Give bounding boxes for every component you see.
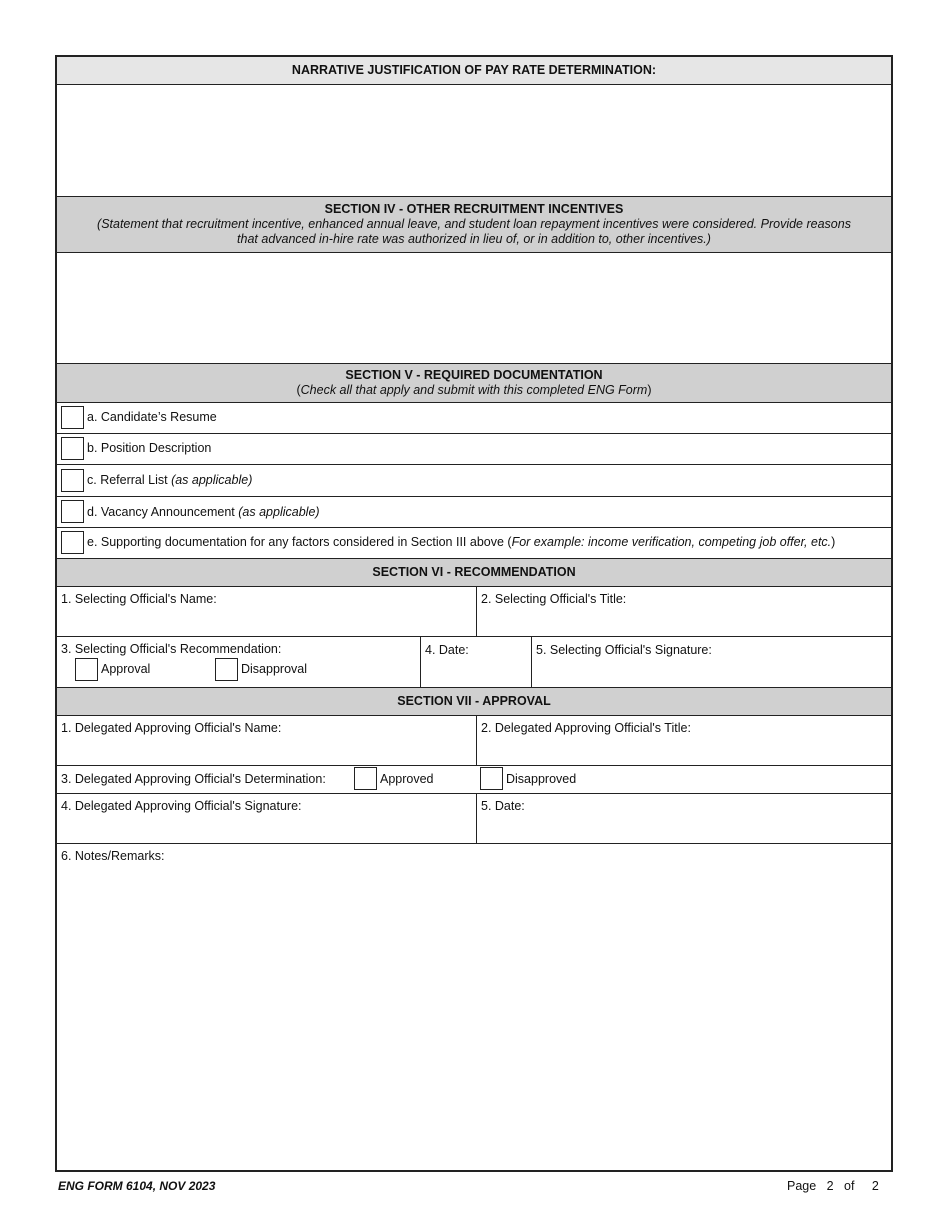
disapproved-checkbox[interactable] bbox=[480, 767, 503, 790]
approving-official-title-label: 2. Delegated Approving Official's Title: bbox=[481, 721, 691, 735]
vacancy-label bbox=[87, 505, 320, 519]
referral-list-checkbox[interactable] bbox=[61, 469, 84, 492]
determination-row bbox=[57, 766, 891, 794]
vacancy-checkbox[interactable] bbox=[61, 500, 84, 523]
instr-italic: Check all that apply and submit with this completed ENG Form bbox=[300, 383, 648, 397]
doc-item-supporting bbox=[57, 528, 891, 559]
selecting-official-title-cell[interactable] bbox=[477, 587, 891, 636]
resume-checkbox[interactable] bbox=[61, 406, 84, 429]
approving-date-cell[interactable] bbox=[477, 794, 891, 843]
doc-item-vacancy bbox=[57, 497, 891, 528]
supporting-label bbox=[87, 535, 835, 549]
vacancy-note: (as applicable) bbox=[238, 505, 320, 519]
notes-remarks-label: 6. Notes/Remarks: bbox=[61, 849, 165, 863]
of-word: of bbox=[844, 1179, 855, 1193]
form-id: ENG FORM 6104, NOV 2023 bbox=[58, 1179, 216, 1193]
recommendation-date-label: 4. Date: bbox=[425, 643, 469, 657]
section-vii-title: SECTION VII - APPROVAL bbox=[397, 694, 551, 708]
narrative-header-text: NARRATIVE JUSTIFICATION OF PAY RATE DETERMINATION: bbox=[291, 63, 657, 77]
narrative-header bbox=[57, 57, 891, 85]
recommendation-label: 3. Selecting Official's Recommendation: bbox=[61, 642, 282, 656]
disapproved-label: Disapproved bbox=[506, 772, 577, 786]
approving-official-row bbox=[57, 716, 891, 766]
approval-checkbox[interactable] bbox=[75, 658, 98, 681]
referral-list-text: c. Referral List bbox=[87, 473, 172, 487]
doc-item-resume bbox=[57, 403, 891, 434]
page-indicator bbox=[787, 1179, 879, 1193]
narrative-text-area[interactable] bbox=[57, 85, 891, 197]
selecting-official-title-label: 2. Selecting Official's Title: bbox=[481, 592, 627, 606]
recommendation-row bbox=[57, 637, 891, 688]
eng-form-page bbox=[55, 55, 893, 1172]
approving-signature-row bbox=[57, 794, 891, 844]
section-vi-title: SECTION VI - RECOMMENDATION bbox=[372, 565, 576, 579]
approved-checkbox[interactable] bbox=[354, 767, 377, 790]
section-iv-title: SECTION IV - OTHER RECRUITMENT INCENTIVES bbox=[324, 202, 624, 216]
approval-label: Approval bbox=[101, 662, 151, 676]
page-total: 2 bbox=[871, 1179, 879, 1193]
resume-label: a. Candidate’s Resume bbox=[87, 410, 217, 424]
disapproval-checkbox[interactable] bbox=[215, 658, 238, 681]
determination-label: 3. Delegated Approving Official's Determination: bbox=[61, 772, 326, 786]
supporting-close: ) bbox=[831, 535, 836, 549]
section-iv-instructions: (Statement that recruitment incentive, enhanced annual leave, and student loan repayment incentives were considered. Provide reasons that advanced in-hire rate was authorized in lieu of, or in addition to, other incentives.) bbox=[97, 217, 851, 246]
doc-item-referral-list bbox=[57, 465, 891, 497]
page-word: Page bbox=[787, 1179, 817, 1193]
position-description-label: b. Position Description bbox=[87, 441, 212, 455]
supporting-text: e. Supporting documentation for any factors considered in Section III above ( bbox=[87, 535, 512, 549]
approved-label: Approved bbox=[380, 772, 434, 786]
instr-close: ) bbox=[647, 383, 652, 397]
instr-open: ( bbox=[296, 383, 301, 397]
section-v-instructions bbox=[57, 383, 891, 398]
selecting-official-row bbox=[57, 587, 891, 637]
page-current: 2 bbox=[826, 1179, 834, 1193]
referral-list-label bbox=[87, 473, 252, 487]
section-vii-header bbox=[57, 688, 891, 716]
approving-signature-label: 4. Delegated Approving Official's Signature: bbox=[61, 799, 302, 813]
position-description-checkbox[interactable] bbox=[61, 437, 84, 460]
section-iv-header bbox=[57, 197, 891, 253]
vacancy-text: d. Vacancy Announcement bbox=[87, 505, 239, 519]
selecting-signature-label: 5. Selecting Official's Signature: bbox=[536, 643, 712, 657]
doc-item-position-description bbox=[57, 434, 891, 465]
selecting-official-name-label: 1. Selecting Official's Name: bbox=[61, 592, 217, 606]
selecting-official-name-cell[interactable] bbox=[57, 587, 477, 636]
approving-signature-cell[interactable] bbox=[57, 794, 477, 843]
approving-official-name-cell[interactable] bbox=[57, 716, 477, 765]
section-v-title: SECTION V - REQUIRED DOCUMENTATION bbox=[345, 368, 603, 382]
notes-remarks-area[interactable] bbox=[57, 844, 891, 1170]
approving-official-name-label: 1. Delegated Approving Official's Name: bbox=[61, 721, 282, 735]
approving-date-label: 5. Date: bbox=[481, 799, 525, 813]
selecting-signature-cell[interactable] bbox=[532, 637, 891, 687]
supporting-note: For example: income verification, competing job offer, etc. bbox=[511, 535, 832, 549]
section-vi-header bbox=[57, 559, 891, 587]
section-iv-text-area[interactable] bbox=[57, 253, 891, 364]
recommendation-cell bbox=[57, 637, 421, 687]
approving-official-title-cell[interactable] bbox=[477, 716, 891, 765]
supporting-checkbox[interactable] bbox=[61, 531, 84, 554]
section-v-header bbox=[57, 364, 891, 403]
referral-list-note: (as applicable) bbox=[171, 473, 253, 487]
disapproval-label: Disapproval bbox=[241, 662, 308, 676]
recommendation-date-cell[interactable] bbox=[421, 637, 532, 687]
